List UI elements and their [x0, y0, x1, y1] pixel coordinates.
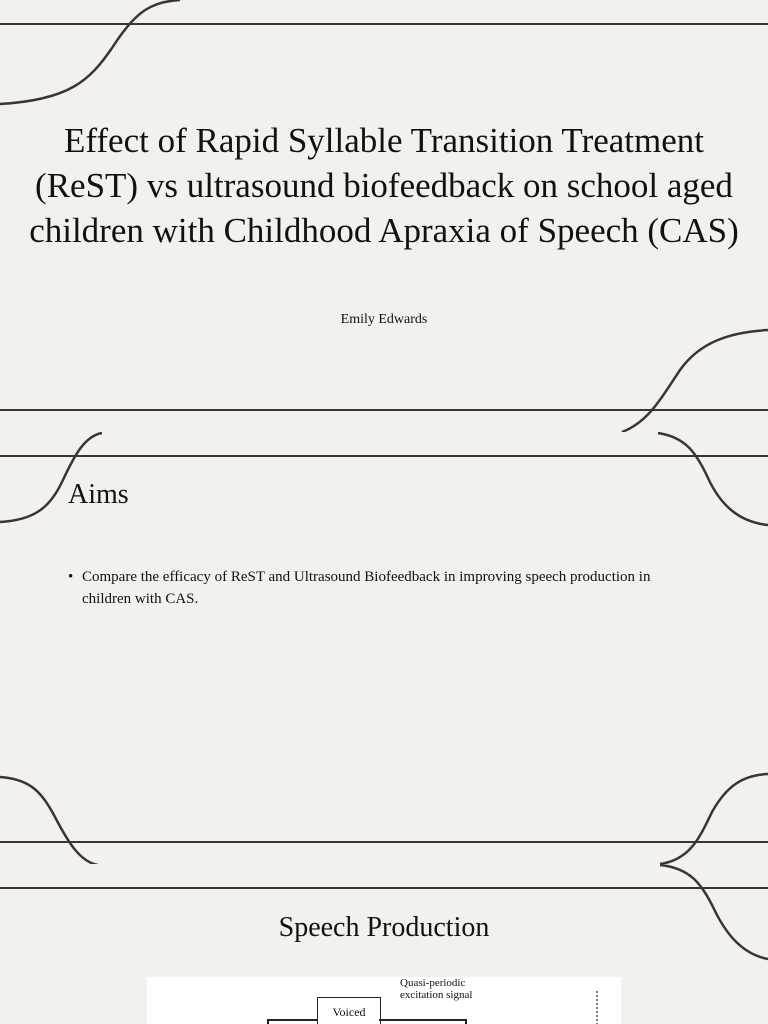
bullet-list	[68, 566, 668, 610]
bullet-text: Compare the efficacy of ReST and Ultrasound Biofeedback in improving speech production in children with CAS.	[82, 569, 651, 607]
speech-production-slide	[0, 864, 768, 1024]
presentation-title: Effect of Rapid Syllable Transition Treatment (ReST) vs ultrasound biofeedback on school aged children with Childhood Apraxia of Speech (CAS)	[29, 121, 739, 250]
author-name: Emily Edwards	[340, 312, 428, 327]
diagram-connector	[267, 1019, 319, 1021]
voiced-box	[317, 997, 381, 1024]
aims-slide	[0, 432, 768, 864]
diagram-connector	[267, 1019, 269, 1024]
bullet-icon: •	[68, 569, 74, 585]
speech-production-diagram	[147, 977, 621, 1024]
slide-heading: Aims	[68, 479, 129, 510]
slide-heading: Speech Production	[278, 912, 490, 943]
excitation-signal-label: Quasi-periodic excitation signal	[400, 977, 473, 1001]
voiced-label: Voiced	[332, 1005, 366, 1019]
title-slide	[0, 0, 768, 432]
diagram-connector	[379, 1019, 467, 1021]
diagram-connector	[465, 1019, 467, 1024]
list-item	[68, 566, 668, 610]
signal-trace	[596, 991, 600, 1024]
